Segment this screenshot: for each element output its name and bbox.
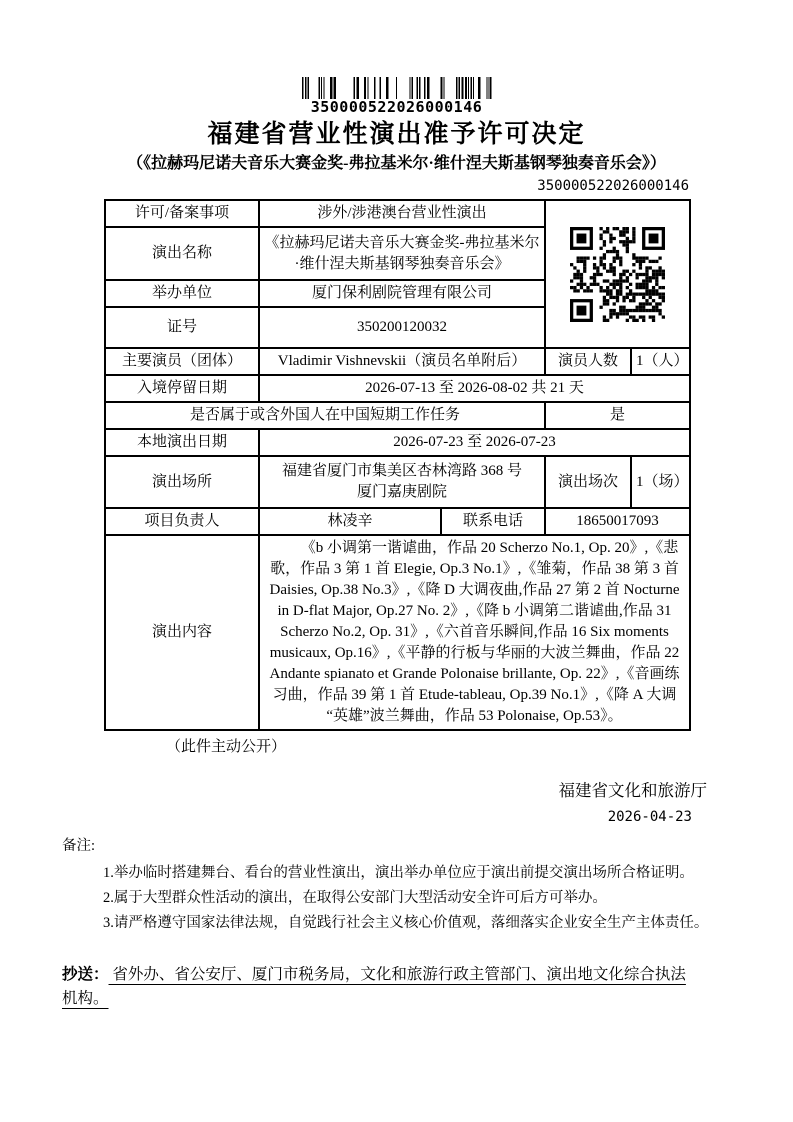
cc-label: 抄送：	[62, 966, 109, 983]
phone-label: 联系电话	[441, 508, 545, 535]
cc-block	[0, 963, 690, 1011]
permit-table	[104, 199, 691, 731]
show-name-value: 《拉赫玛尼诺夫音乐大赛金奖-弗拉基米尔·维什涅夫斯基钢琴独奏音乐会》	[259, 227, 545, 280]
table-row	[105, 535, 690, 730]
notes-section	[0, 838, 793, 936]
barcode-number: 350000522026000146	[310, 98, 483, 116]
stay-dates-value: 2026-07-13 至 2026-08-02 共 21 天	[259, 375, 690, 402]
notes-list	[0, 861, 793, 936]
local-dates-label: 本地演出日期	[105, 429, 259, 456]
sessions-value: 1（场）	[631, 456, 690, 508]
issue-date: 2026-04-23	[607, 809, 692, 825]
performer-count-value: 1（人）	[631, 348, 690, 375]
manager-value: 林凌辛	[259, 508, 441, 535]
note-item: 3.请严格遵守国家法律法规，自觉践行社会主义核心价值观，落细落实企业安全生产主体责任。	[103, 915, 709, 931]
manager-label: 项目负责人	[105, 508, 259, 535]
foreign-work-label: 是否属于或含外国人在中国短期工作任务	[105, 402, 545, 429]
cert-no-label: 证号	[105, 307, 259, 348]
table-row	[105, 402, 690, 429]
barcode	[302, 77, 492, 99]
content-value	[259, 535, 690, 730]
document-subtitle: （《拉赫玛尼诺夫音乐大赛金奖-弗拉基米尔·维什涅夫斯基钢琴独奏音乐会》）	[127, 155, 666, 172]
issuer-signature: 福建省文化和旅游厅	[558, 781, 707, 800]
document-body	[104, 177, 689, 756]
organizer-label: 举办单位	[105, 280, 259, 307]
publish-note: （此件主动公开）	[166, 739, 287, 755]
notes-label: 备注:	[62, 838, 96, 854]
content-paragraph: 《b 小调第一谐谑曲，作品 20 Scherzo No.1, Op. 20》,《悲歌，作品 3 第 1 首 Elegie, Op.3 No.1》,《雏菊，作品 38 第 3 首 Daisies, Op.38 No.3》,《降 D 大调夜曲,作品 27 第 2 首 Nocturne in D-flat Major, Op.27 No. 2》,《降 b 小调第二谐谑曲,作品 31 Scherzo No.2, Op. 31》,《六首音乐瞬间,作品 16 Six moments musicaux, Op.16》,《平静的行板与华丽的大波兰舞曲，作品 22 Andante spianato et Grande Polonaise brillante, Op. 22》,《音画练习曲，作品 39 第 1 首 Etude-tableau, Op.39 No.1》,《降 A 大调 “英雄”波兰舞曲，作品 53 Polonaise, Op.53》。	[269, 540, 680, 724]
organizer-value: 厦门保利剧院管理有限公司	[259, 280, 545, 307]
performers-value: Vladimir Vishnevskii（演员名单附后）	[259, 348, 545, 375]
content-label: 演出内容	[105, 535, 259, 730]
qr-cell	[545, 200, 690, 348]
barcode-block	[0, 0, 793, 115]
permit-item-value: 涉外/涉港澳台营业性演出	[259, 200, 545, 227]
table-row	[105, 200, 690, 227]
show-name-label: 演出名称	[105, 227, 259, 280]
venue-value: 福建省厦门市集美区杏林湾路 368 号 厦门嘉庚剧院	[259, 456, 545, 508]
document-title: 福建省营业性演出准予许可决定	[207, 120, 586, 148]
performer-count-label: 演员人数	[545, 348, 631, 375]
note-item: 2.属于大型群众性活动的演出，在取得公安部门大型活动安全许可后方可举办。	[103, 890, 607, 906]
permit-item-label: 许可/备案事项	[105, 200, 259, 227]
cc-text: 省外办、省公安厅、厦门市税务局，文化和旅游行政主管部门、演出地文化综合执法机构。	[62, 966, 686, 1007]
stay-dates-label: 入境停留日期	[105, 375, 259, 402]
cert-no-value: 350200120032	[259, 307, 545, 348]
table-row	[105, 508, 690, 535]
qr-code-icon	[570, 227, 665, 322]
serial-number: 350000522026000146	[537, 178, 689, 194]
table-row	[105, 429, 690, 456]
phone-value: 18650017093	[545, 508, 690, 535]
table-row	[105, 348, 690, 375]
venue-label: 演出场所	[105, 456, 259, 508]
table-row	[105, 375, 690, 402]
foreign-work-value: 是	[545, 402, 690, 429]
performers-label: 主要演员（团体）	[105, 348, 259, 375]
local-dates-value: 2026-07-23 至 2026-07-23	[259, 429, 690, 456]
note-item: 1.举办临时搭建舞台、看台的营业性演出，演出举办单位应于演出前提交演出场所合格证明。	[103, 865, 694, 881]
table-row	[105, 456, 690, 508]
sessions-label: 演出场次	[545, 456, 631, 508]
